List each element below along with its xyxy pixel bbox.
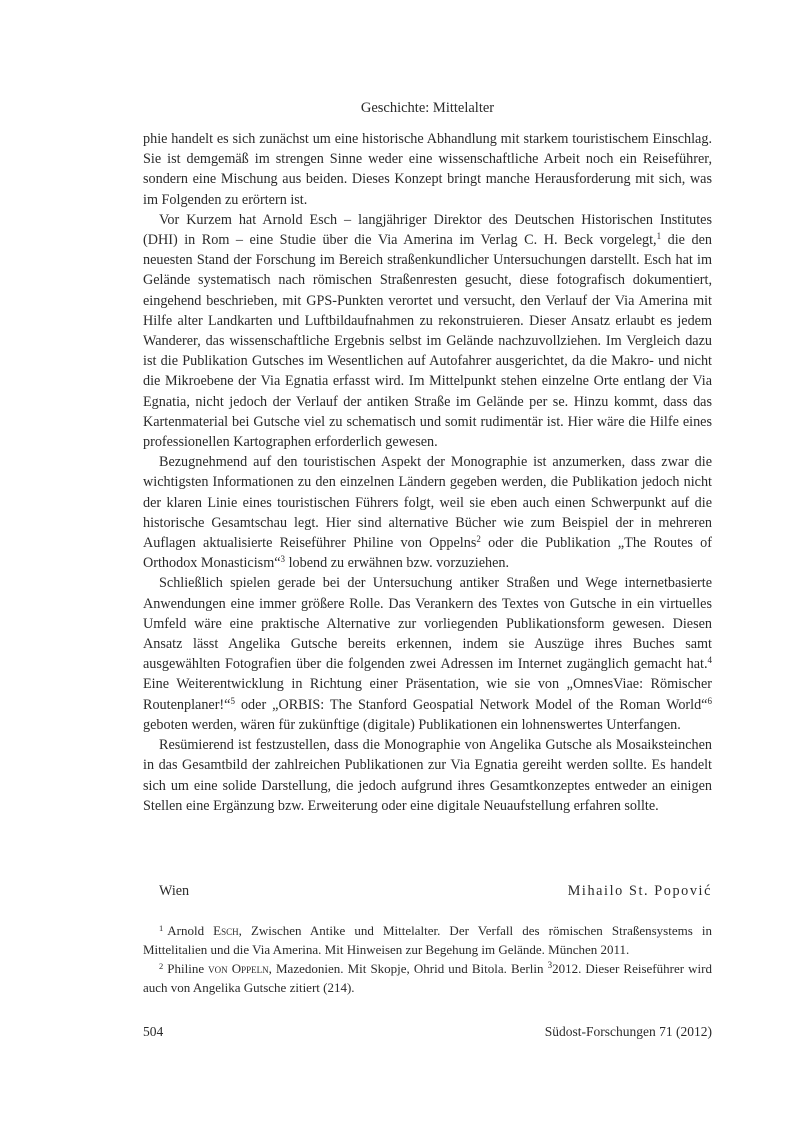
footnote-ref: 4 <box>707 655 712 666</box>
signature-author: Mihailo St. Popović <box>567 883 712 899</box>
footnote-text: Philine <box>167 961 209 976</box>
main-text <box>143 129 712 816</box>
paragraph <box>143 210 712 452</box>
paragraph <box>143 129 712 210</box>
footnote-author-name: Esch <box>213 923 239 938</box>
paragraph-text: lobend zu erwähnen bzw. vorzuziehen. <box>285 555 510 572</box>
paragraph-text: die den neuesten Stand der Forschung im Bereich straßenkundlicher Untersuchungen darstellt. Esch hat im Gelände systematisch nach römischen Straßenresten gesucht, diese fotografisch dokumentiert, eingehend beschrieben, mit GPS-Punkten verortet und versucht, den Verlauf der Via Amerina mit Hilfe alter Landkarten und Luftbildaufnahmen zu rekonstruieren. Dieser Ansatz erlaubt es jedem Wanderer, das wissenschaftliche Ergebnis selbst im Gelände nachzuvollziehen. Im Vergleich dazu ist die Publikation Gutsches im Wesentlichen auf Autofahrer ausgerichtet, da die Makro- und nicht die Mikroebene der Via Egnatia erfasst wird. Im Mittelpunkt stehen einzelne Orte entlang der Via Egnatia, nicht jedoch der Verlauf der antiken Straße im Gelände per se. Hinzu kommt, dass das Kartenmaterial bei Gutsche viel zu schematisch und somit rudimentär ist. Hier wäre die Hilfe eines professionellen Kartographen erforderlich gewesen. <box>143 232 712 451</box>
footnote-text: Arnold <box>167 923 214 938</box>
paragraph-text: Vor Kurzem hat Arnold Esch – langjähriger Direktor des Deutschen Historischen Institutes (DHI) in Rom – eine Studie über die Via Amerina im Verlag C. H. Beck vorgelegt, <box>143 211 712 249</box>
paragraph-text: Bezugnehmend auf den touristischen Aspekt der Monographie ist anzumerken, dass zwar die wichtigsten Informationen zu den einzelnen Ländern gegeben werden, die Publikation jedoch nicht der klaren Linie eines touristischen Führers folgt, weil sie eben auch einen Schwerpunkt auf die historische Gesamtschau legt. Hier sind alternative Bücher wie zum Beispiel der in mehreren Auflagen aktualisierte Reiseführer Philine von Oppelns <box>143 454 712 552</box>
paragraph-text: geboten werden, wären für zukünftige (digitale) Publikationen ein lohnenswertes Unterfangen. <box>143 716 681 733</box>
signature-line <box>159 883 712 900</box>
footnote-text: , Mazedonien. Mit Skopje, Ohrid und Bitola. Berlin <box>268 961 548 976</box>
footnotes <box>143 921 712 997</box>
journal-reference: Südost-Forschungen 71 (2012) <box>544 1024 712 1039</box>
footnote <box>143 921 712 959</box>
paragraph-text: Schließlich spielen gerade bei der Untersuchung antiker Straßen und Wege internetbasierte Anwendungen eine immer größere Rolle. Das Verankern des Textes von Gutsche in ein virtuelles Umfeld wäre eine praktische Alternative zur vorliegenden Publikationsform gewesen. Diesen Ansatz lässt Angelika Gutsche bereits erkennen, indem sie Auszüge ihres Buches samt ausgewählten Fotografien über die folgenden zwei Adressen im Internet zugänglich gemacht hat. <box>143 575 712 673</box>
paragraph-text: Resümierend ist festzustellen, dass die Monographie von Angelika Gutsche als Mosaiksteinchen in das Gesamtbild der zahlreichen Publikationen zur Via Egnatia gereiht werden sollte. Es handelt sich um eine solide Darstellung, die jedoch aufgrund ihres Gesamtkonzeptes entweder an einigen Stellen eine Ergänzung bzw. Erweiterung oder eine digitale Neuaufstellung erfahren sollte. <box>143 737 712 814</box>
footnote-text: 2012. Dieser Reiseführer wird auch von Angelika Gutsche zitiert (214). <box>143 961 712 995</box>
paragraph <box>143 735 712 816</box>
paragraph-text: Eine Weiterentwicklung in Richtung einer Präsentation, wie sie von „OmnesViae: Römischer Routenplaner!“ <box>143 676 712 713</box>
signature-place: Wien <box>159 883 190 899</box>
paragraph-text: phie handelt es sich zunächst um eine historische Abhandlung mit starkem touristischem Einschlag. Sie ist demgemäß im strengen Sinne weder eine wissenschaftliche Arbeit noch ein Reiseführer, sondern eine Mischung aus beiden. Dieses Konzept bringt manche Herausforderung mit sich, was im Folgenden zu erörtern ist. <box>143 131 712 208</box>
footnote-ref: 5 <box>230 695 235 706</box>
page-number: 504 <box>143 1024 164 1039</box>
paragraph <box>143 452 712 573</box>
footnote-author-name: von Oppeln <box>208 961 269 976</box>
footnote <box>143 959 712 997</box>
footnote-number: 1 <box>159 923 164 933</box>
running-head: Geschichte: Mittelalter <box>360 100 495 116</box>
paragraph <box>143 573 712 735</box>
footnote-ref: 6 <box>707 695 712 706</box>
footnote-ref: 2 <box>476 534 481 545</box>
footnote-ref: 3 <box>280 554 286 565</box>
paragraph-text: oder „ORBIS: The Stanford Geospatial Network Model of the Roman World“ <box>234 696 708 713</box>
footnote-number: 2 <box>159 961 164 971</box>
edition-superscript: 3 <box>547 960 553 970</box>
paragraph-text: oder die Publikation „The Routes of Orthodox Monasticism“ <box>143 535 712 572</box>
footnote-ref: 1 <box>656 231 662 242</box>
footnote-text: , Zwischen Antike und Mittelalter. Der Verfall des römischen Straßensystems in Mittelitalien und die Via Amerina. Mit Hinweisen zur Begehung im Gelände. München 2011. <box>143 923 712 957</box>
page-footer <box>143 1024 712 1040</box>
